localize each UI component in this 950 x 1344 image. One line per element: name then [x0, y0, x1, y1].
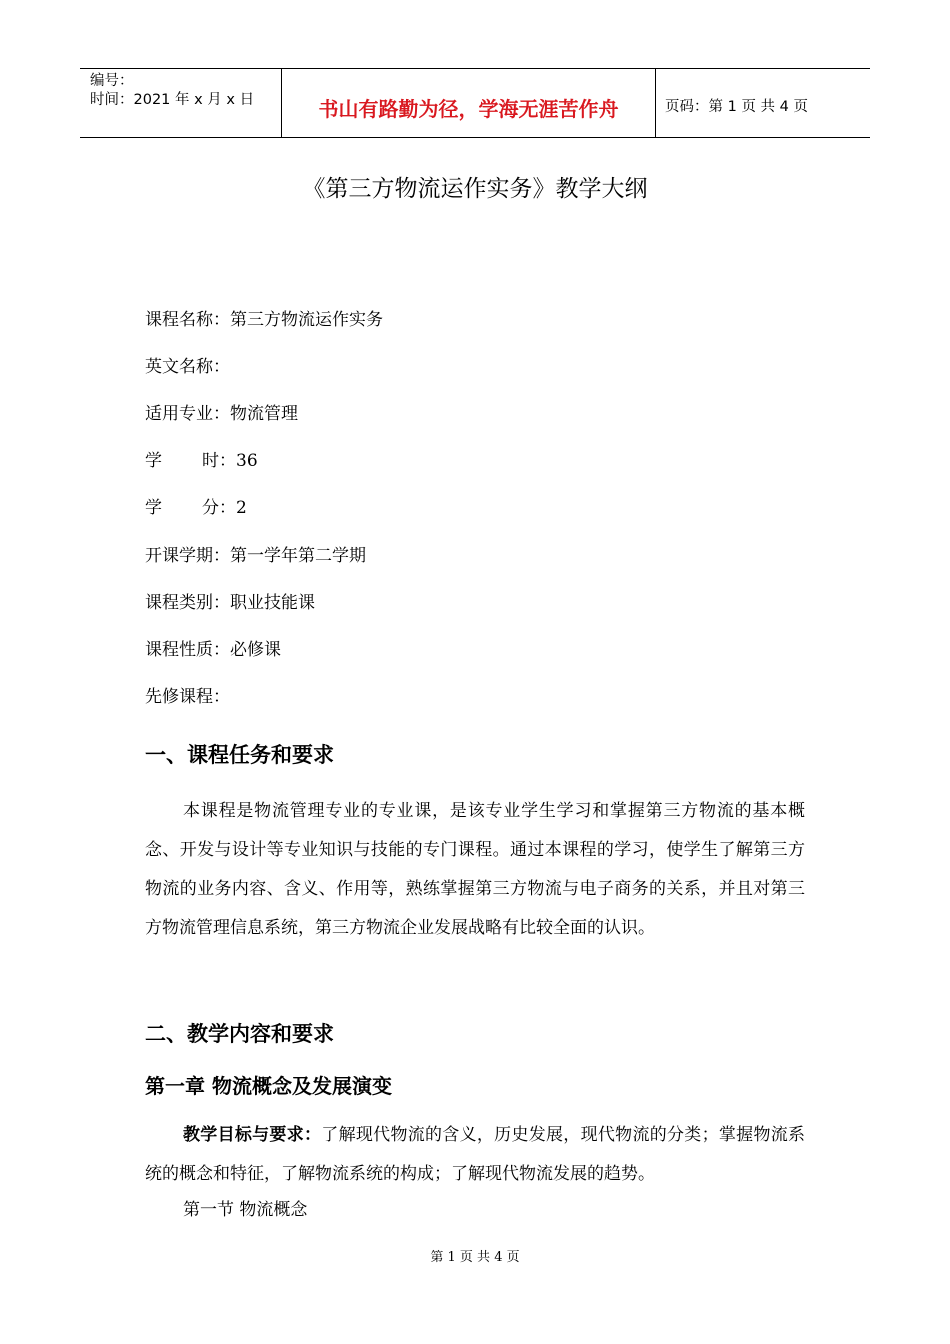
field-value: 职业技能课 [230, 593, 315, 613]
section2-heading: 二、教学内容和要求 [145, 1022, 334, 1046]
page-code: 页码：第 1 页 共 4 页 [665, 99, 808, 115]
field-hours [145, 446, 258, 471]
field-label-b: 分： [202, 498, 236, 518]
field-value: 2 [236, 498, 247, 518]
chapter1-heading: 第一章 物流概念及发展演变 [145, 1074, 392, 1098]
field-english-name [145, 352, 230, 377]
field-label: 英文名称： [145, 357, 230, 377]
header-info-cell [80, 69, 281, 137]
header-motto-cell [281, 69, 656, 137]
field-label: 课程性质： [145, 640, 230, 660]
section1-paragraph: 本课程是物流管理专业的专业课，是该专业学生学习和掌握第三方物流的基本概念、开发与设计等专业知识与技能的专门课程。通过本课程的学习，使学生了解第三方物流的业务内容、含义、作用等，熟练掌握第三方物流与电子商务的关系，并且对第三方物流管理信息系统，第三方物流企业发展战略有比较全面的认识。 [145, 801, 805, 938]
field-label: 开课学期： [145, 546, 230, 566]
field-value: 第一学年第二学期 [230, 546, 366, 566]
field-semester [145, 541, 366, 566]
document-title: 《第三方物流运作实务》教学大纲 [302, 176, 648, 202]
field-value: 第三方物流运作实务 [230, 310, 383, 330]
chapter1-goal [145, 1116, 805, 1194]
time-label: 时间：2021 年 x 月 x 日 [90, 92, 255, 108]
field-value: 物流管理 [230, 404, 298, 424]
goal-label: 教学目标与要求： [183, 1125, 322, 1145]
field-label: 课程名称： [145, 310, 230, 330]
field-value: 必修课 [230, 640, 281, 660]
field-label: 先修课程： [145, 687, 230, 707]
field-credits [145, 493, 247, 518]
field-label-a: 学 [145, 498, 162, 518]
goal-text: 了解现代物流的含义，历史发展，现代物流的分类；掌握物流系统的概念和特征，了解物流系统的构成；了解现代物流发展的趋势。 [145, 1125, 806, 1184]
header-page-cell [655, 69, 870, 137]
number-label: 编号： [90, 73, 134, 89]
field-label-a: 学 [145, 451, 162, 471]
page-footer: 第 1 页 共 4 页 [430, 1250, 520, 1265]
header-table [80, 68, 870, 138]
section1-heading: 一、课程任务和要求 [145, 743, 334, 767]
field-course-name [145, 305, 383, 330]
field-nature [145, 635, 281, 660]
field-major [145, 399, 298, 424]
field-label-b: 时： [202, 451, 236, 471]
field-label: 适用专业： [145, 404, 230, 424]
section-title: 第一节 物流概念 [183, 1200, 308, 1220]
field-value: 36 [236, 451, 258, 471]
field-label: 课程类别： [145, 593, 230, 613]
motto: 书山有路勤为径，学海无涯苦作舟 [318, 97, 619, 121]
field-prerequisite [145, 682, 230, 707]
field-category [145, 588, 315, 613]
